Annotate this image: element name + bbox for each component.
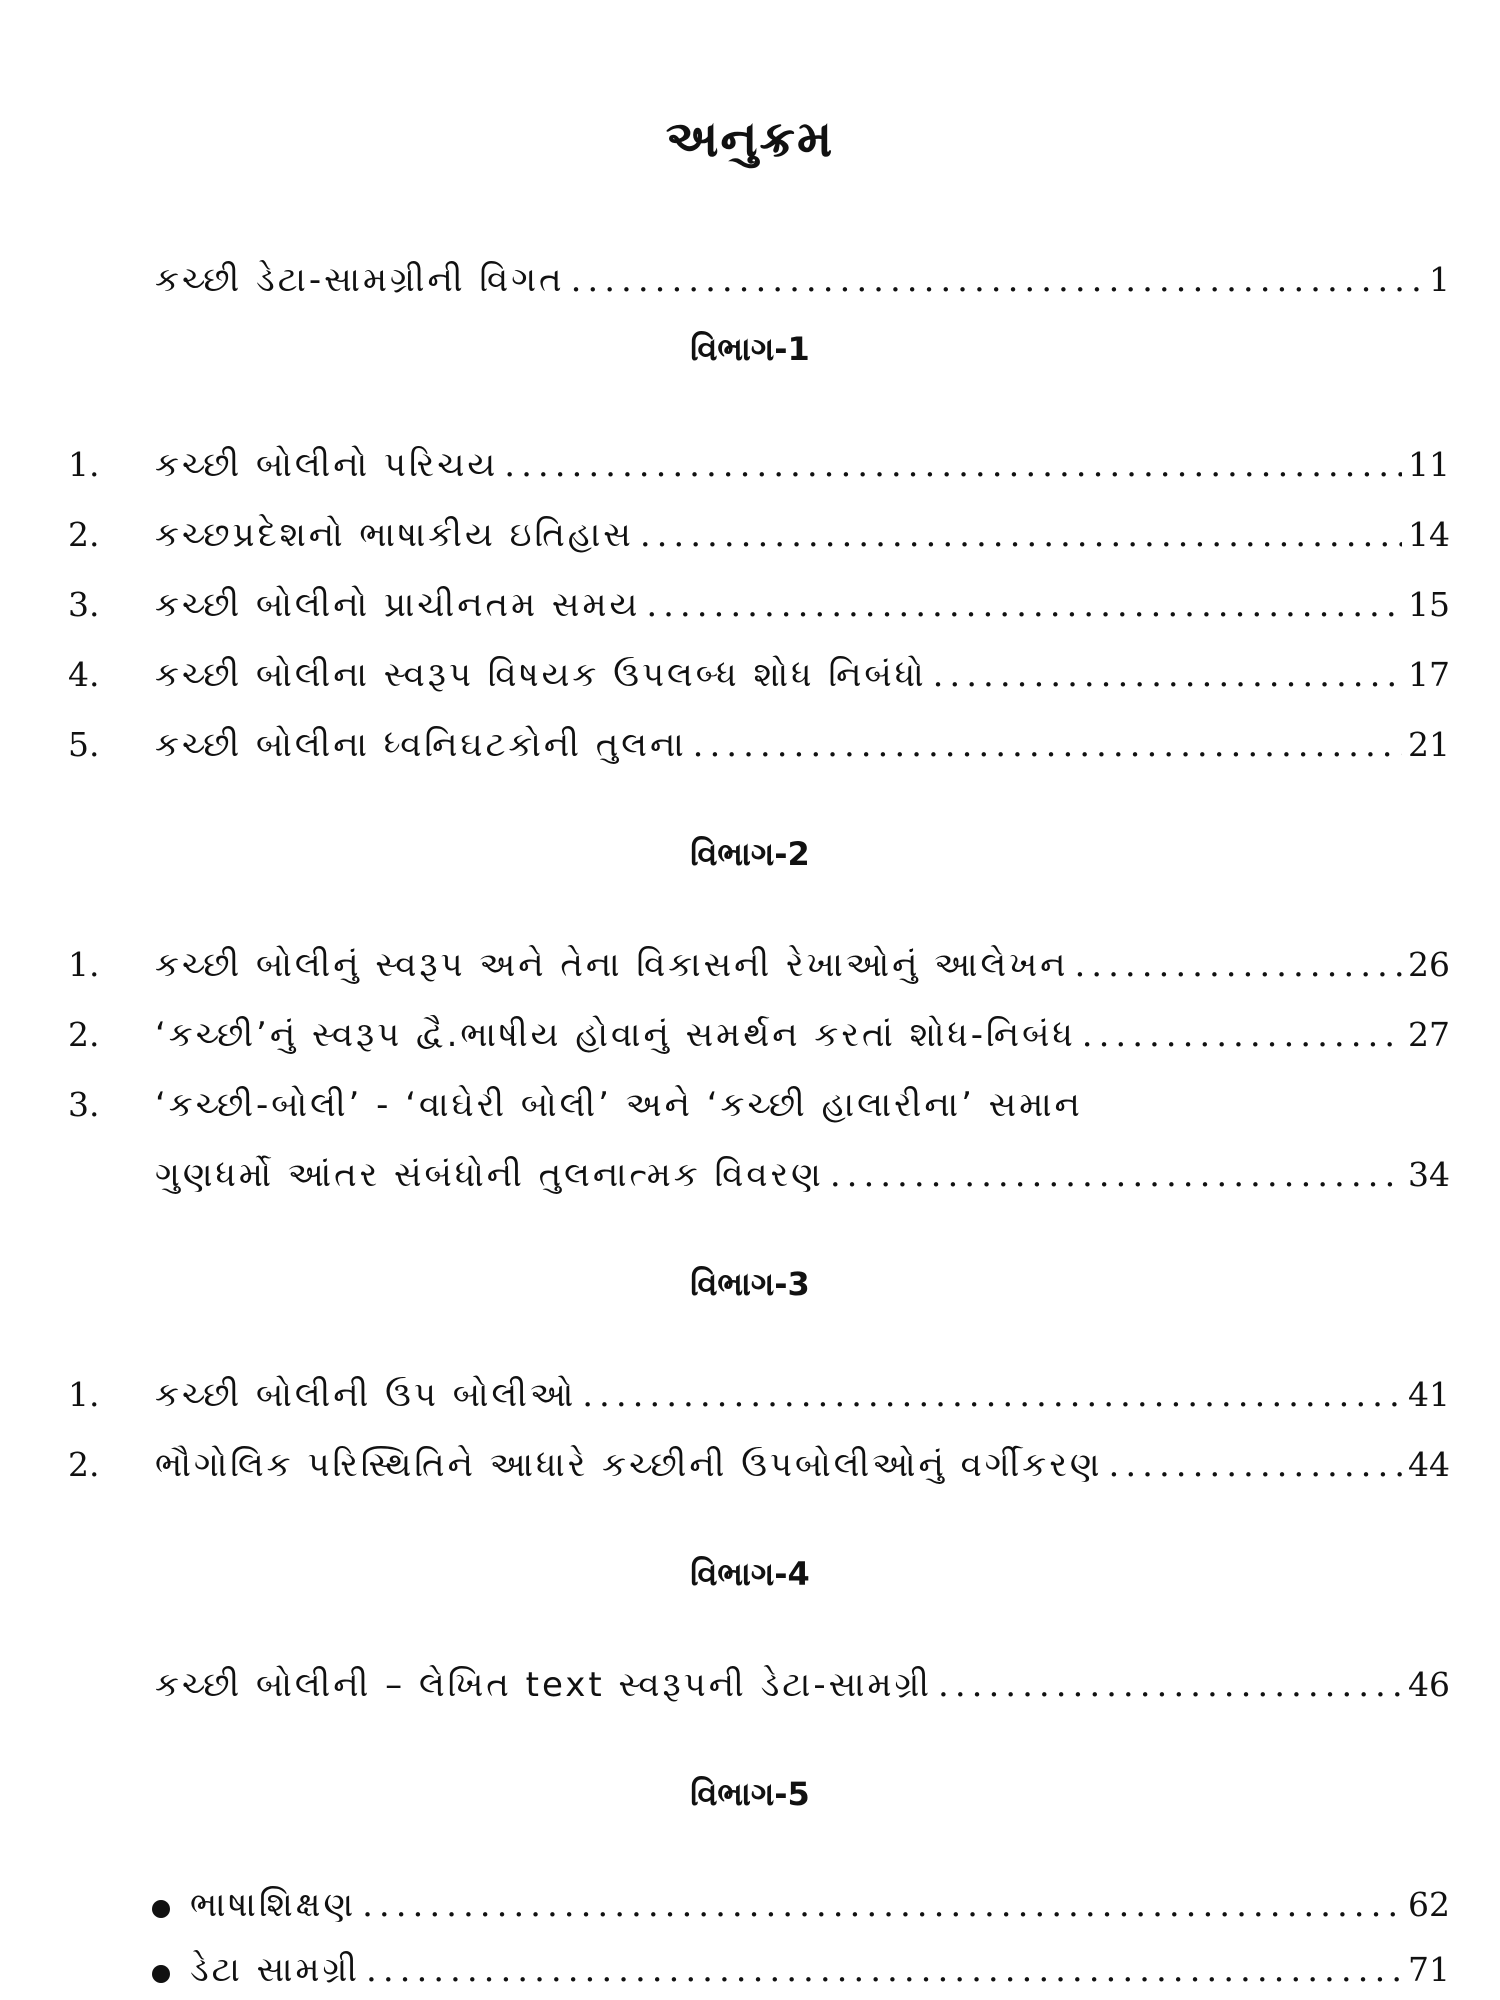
leader-dots xyxy=(933,650,1402,700)
entry-page: 71 xyxy=(1408,1950,1450,1989)
toc-entry-intro xyxy=(0,255,1500,305)
toc-entry xyxy=(0,580,1500,630)
toc-entry xyxy=(0,940,1500,990)
entry-page: 15 xyxy=(1408,585,1450,624)
entry-text: કચ્છી બોલીનું સ્વરૂપ અને તેના વિકાસની રેખાઓનું આલેખન xyxy=(155,945,1069,985)
leader-dots xyxy=(366,1945,1402,1995)
entry-page: 14 xyxy=(1408,515,1450,554)
leader-dots xyxy=(571,255,1423,305)
entry-text: ‘કચ્છી’નું સ્વરૂપ દ્વૈ.ભાષીય હોવાનું સમર્થન કરતાં શોધ-નિબંધ xyxy=(155,1015,1076,1055)
entry-page: 26 xyxy=(1408,945,1450,984)
toc-entry xyxy=(0,510,1500,560)
entry-page: 11 xyxy=(1408,445,1450,484)
entry-page: 27 xyxy=(1408,1015,1450,1054)
entry-text: કચ્છી બોલીની – લેખિત text સ્વરૂપની ડેટા-સામગ્રી xyxy=(155,1665,933,1705)
toc-entry xyxy=(0,1440,1500,1490)
toc-entry xyxy=(0,1370,1500,1420)
entry-number: 1. xyxy=(68,445,100,484)
leader-dots xyxy=(362,1880,1402,1930)
entry-number: 2. xyxy=(68,1445,100,1484)
toc-title: અનુક્રમ xyxy=(665,110,835,168)
leader-dots xyxy=(640,510,1402,560)
entry-text: કચ્છી બોલીનો પ્રાચીનતમ સમય xyxy=(155,585,641,625)
toc-entry xyxy=(0,650,1500,700)
entry-text: કચ્છી બોલીના સ્વરૂપ વિષયક ઉપલબ્ધ શોધ નિબંધો xyxy=(155,655,927,695)
toc-entry xyxy=(0,1080,1500,1130)
entry-text: કચ્છપ્રદેશનો ભાષાકીય ઇતિહાસ xyxy=(155,515,634,555)
entry-page: 34 xyxy=(1408,1155,1450,1194)
leader-dots xyxy=(830,1150,1402,1200)
section-heading-5: વિભાગ-5 xyxy=(690,1775,810,1813)
bullet-icon xyxy=(152,1965,170,1983)
entry-page: 41 xyxy=(1408,1375,1450,1414)
entry-number: 5. xyxy=(68,725,100,764)
entry-number: 1. xyxy=(68,1375,100,1414)
toc-entry-bullet xyxy=(0,1880,1500,1930)
entry-page: 1 xyxy=(1429,260,1450,299)
leader-dots xyxy=(646,580,1402,630)
entry-number: 3. xyxy=(68,1085,100,1124)
entry-page: 44 xyxy=(1408,1445,1450,1484)
toc-entry xyxy=(0,720,1500,770)
entry-text: કચ્છી બોલીના ધ્વનિઘટકોની તુલના xyxy=(155,725,687,765)
entry-text: કચ્છી બોલીનો પરિચય xyxy=(155,445,499,485)
entry-number: 1. xyxy=(68,945,100,984)
toc-entry-continuation xyxy=(0,1150,1500,1200)
entry-page: 62 xyxy=(1408,1885,1450,1924)
section-heading-3: વિભાગ-3 xyxy=(690,1265,810,1303)
section-heading-4: વિભાગ-4 xyxy=(690,1555,810,1593)
entry-number: 2. xyxy=(68,515,100,554)
leader-dots xyxy=(693,720,1402,770)
entry-text: ડેટા સામગ્રી xyxy=(190,1950,361,1990)
entry-text: ગુણધર્મો આંતર સંબંધોની તુલનાત્મક વિવરણ xyxy=(155,1155,824,1195)
entry-text: કચ્છી ડેટા-સામગ્રીની વિગત xyxy=(155,260,565,300)
entry-text-line1: ‘કચ્છી-બોલી’ - ‘વાઘેરી બોલી’ અને ‘કચ્છી હાલારીના’ સમાન xyxy=(155,1085,1083,1125)
toc-entry-bullet xyxy=(0,1945,1500,1995)
entry-number: 3. xyxy=(68,585,100,624)
section-heading-1: વિભાગ-1 xyxy=(690,330,810,368)
section-heading-2: વિભાગ-2 xyxy=(690,835,810,873)
bullet-icon xyxy=(152,1900,170,1918)
entry-page: 17 xyxy=(1408,655,1450,694)
leader-dots xyxy=(504,440,1402,490)
entry-number: 4. xyxy=(68,655,100,694)
toc-entry xyxy=(0,1660,1500,1710)
leader-dots xyxy=(1109,1440,1402,1490)
entry-text: કચ્છી બોલીની ઉપ બોલીઓ xyxy=(155,1375,577,1415)
toc-entry xyxy=(0,440,1500,490)
entry-text: ભૌગોલિક પરિસ્થિતિને આધારે કચ્છીની ઉપબોલીઓનું વર્ગીકરણ xyxy=(155,1445,1103,1485)
leader-dots xyxy=(582,1370,1402,1420)
toc-entry xyxy=(0,1010,1500,1060)
entry-text: ભાષાશિક્ષણ xyxy=(190,1885,357,1925)
entry-page: 46 xyxy=(1408,1665,1450,1704)
entry-page: 21 xyxy=(1408,725,1450,764)
entry-number: 2. xyxy=(68,1015,100,1054)
leader-dots xyxy=(938,1660,1402,1710)
leader-dots xyxy=(1082,1010,1402,1060)
leader-dots xyxy=(1074,940,1402,990)
